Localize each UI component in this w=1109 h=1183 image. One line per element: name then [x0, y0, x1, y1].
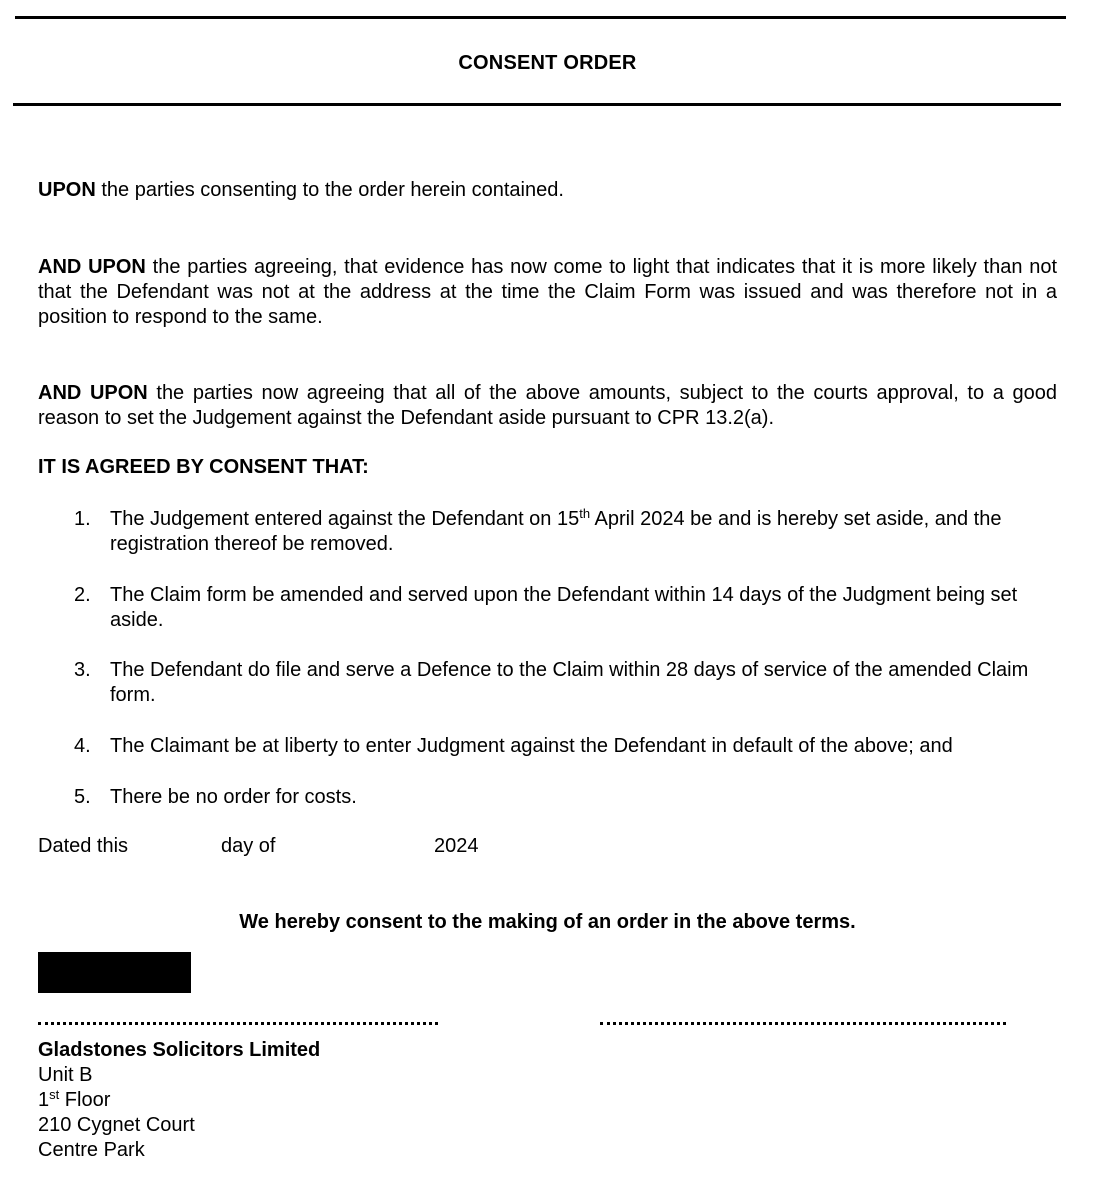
- address-line-4: Centre Park: [38, 1139, 145, 1161]
- agreed-heading: IT IS AGREED BY CONSENT THAT:: [38, 456, 369, 478]
- address-block: [38, 1038, 320, 1163]
- ordinal-superscript: st: [49, 1087, 60, 1102]
- firm-name: Gladstones Solicitors Limited: [38, 1039, 321, 1061]
- order-item-number: 4.: [74, 735, 91, 757]
- recital-2: [38, 255, 1057, 330]
- address-line-2: [38, 1088, 320, 1113]
- signature-line-left: [38, 1022, 438, 1025]
- order-item-text: The Claimant be at liberty to enter Judgment against the Defendant in default of the above; and: [110, 735, 953, 757]
- recital-3-lead: AND UPON: [38, 382, 148, 404]
- order-item-number: 3.: [74, 659, 91, 681]
- order-item-text-part: The Judgement entered against the Defendant on 15: [110, 508, 580, 530]
- order-item-number: 2.: [74, 584, 91, 606]
- address-line-2-part: 1: [38, 1089, 50, 1111]
- order-item-text-part: April 2024 be and is hereby set aside, and the registration thereof be removed.: [110, 508, 1002, 555]
- order-item-text: The Claim form be amended and served upon the Defendant within 14 days of the Judgment being set aside.: [110, 584, 1018, 631]
- order-item-3: [74, 658, 1057, 708]
- ordinal-superscript: th: [579, 506, 591, 521]
- order-item-2: [74, 583, 1057, 633]
- order-item-text: The Defendant do file and serve a Defence to the Claim within 28 days of service of the amended Claim form.: [110, 659, 1029, 706]
- order-item-4: [74, 734, 1057, 759]
- recital-3-text: the parties now agreeing that all of the above amounts, subject to the courts approval, to a good reason to set the Judgement against the Defendant aside pursuant to CPR 13.2(a).: [38, 382, 1057, 429]
- signature-line-right: [600, 1022, 1006, 1025]
- title-bottom-rule: [13, 103, 1061, 106]
- address-line-2-part: Floor: [59, 1089, 111, 1111]
- recital-1-lead: UPON: [38, 179, 96, 201]
- dated-year: 2024: [434, 835, 479, 857]
- order-item-number: 5.: [74, 786, 91, 808]
- order-item-text: There be no order for costs.: [110, 786, 357, 808]
- order-item-number: 1.: [74, 508, 91, 530]
- redacted-signature: [38, 952, 191, 993]
- recital-2-lead: AND UPON: [38, 256, 146, 278]
- order-item-text: [110, 507, 1057, 557]
- top-rule: [15, 16, 1066, 19]
- recital-1: [38, 178, 1057, 203]
- recital-3: [38, 381, 1057, 431]
- address-line-3: 210 Cygnet Court: [38, 1114, 195, 1136]
- document-title: CONSENT ORDER: [458, 52, 637, 74]
- consent-statement: We hereby consent to the making of an order in the above terms.: [239, 911, 856, 933]
- address-line-1: Unit B: [38, 1064, 93, 1086]
- dated-middle: day of: [221, 835, 276, 857]
- order-item-1: [74, 507, 1057, 557]
- recital-1-text: the parties consenting to the order herein contained.: [95, 179, 564, 201]
- recital-2-text: the parties agreeing, that evidence has now come to light that indicates that it is more likely than not that the Defendant was not at the address at the time the Claim Form was issued and was therefore not in a position to respond to the same.: [38, 256, 1058, 328]
- dated-prefix: Dated this: [38, 835, 129, 857]
- order-item-5: [74, 785, 1057, 810]
